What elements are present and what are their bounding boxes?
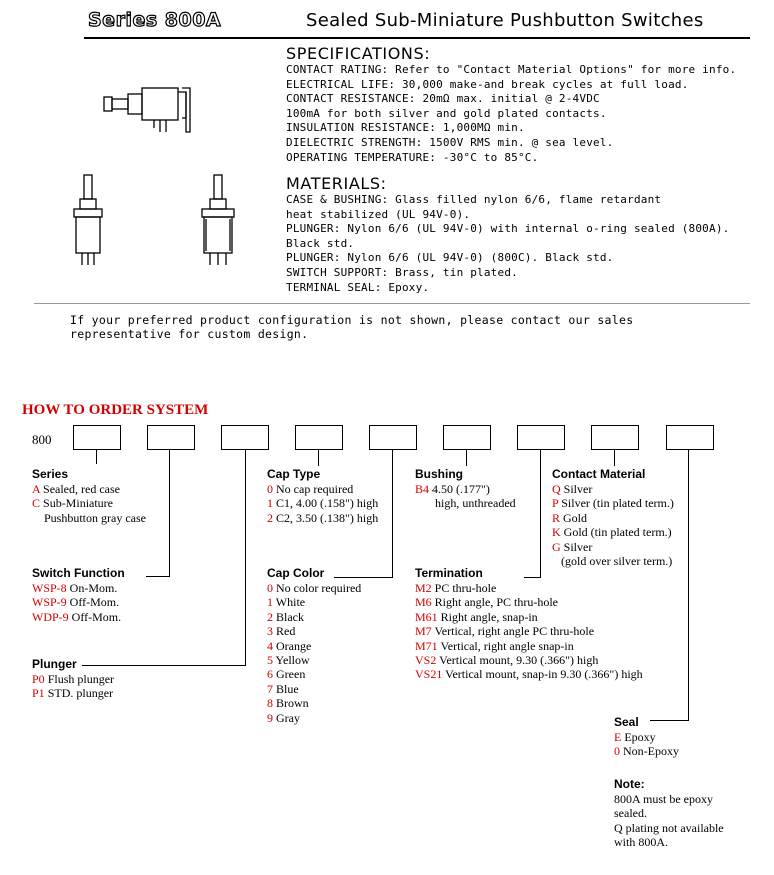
list-item: 7 Blue: [267, 681, 299, 696]
series-group: [32, 467, 146, 525]
connector-contact-material: [614, 450, 615, 466]
connector-seal: [688, 450, 689, 720]
cap-color-group: [267, 566, 361, 725]
list-item: 1 C1, 4.00 (.158") high: [267, 496, 379, 511]
spec-line: ELECTRICAL LIFE: 30,000 make-and break cycles at full load.: [286, 77, 689, 91]
switch-function-group: [32, 566, 125, 624]
list-item: 2 C2, 3.50 (.138") high: [267, 510, 379, 525]
custom-design-notice: If your preferred product configuration is not shown, please contact our sales representative for custom design.: [70, 313, 634, 341]
material-line: PLUNGER: Nylon 6/6 (UL 94V-0) (800C). Black std.: [286, 251, 614, 265]
specifications-heading: SPECIFICATIONS:: [286, 44, 431, 63]
materials-section: [286, 174, 729, 295]
cap-type-heading: Cap Type: [267, 467, 321, 481]
material-line: TERMINAL SEAL: Epoxy.: [286, 280, 430, 294]
bushing-heading: Bushing: [415, 467, 463, 481]
order-box-switch-function: [147, 425, 195, 450]
order-box-cap-type: [295, 425, 343, 450]
note-group: [614, 777, 724, 850]
spec-line: CONTACT RATING: Refer to "Contact Material Options" for more info.: [286, 63, 737, 76]
connector-switch-function-h: [146, 576, 170, 577]
material-line: CASE & BUSHING: Glass filled nylon 6/6, flame retardant: [286, 193, 662, 206]
material-line: PLUNGER: Nylon 6/6 (UL 94V-0) with internal o-ring sealed (800A).: [286, 222, 730, 236]
list-item: 0 Non-Epoxy: [614, 744, 679, 759]
list-item-continuation: high, unthreaded: [435, 496, 516, 511]
connector-termination: [540, 450, 541, 577]
list-item: A Sealed, red case: [32, 482, 120, 496]
list-item: M61 Right angle, snap-in: [415, 609, 538, 624]
page-title: Sealed Sub-Miniature Pushbutton Switches: [306, 10, 704, 31]
list-item: 4 Orange: [267, 638, 312, 653]
list-item: WSP-8 On-Mom.: [32, 581, 118, 595]
plunger-group: [32, 657, 114, 701]
list-item: 0 No cap required: [267, 482, 354, 496]
order-box-cap-color: [369, 425, 417, 450]
front-view-drawing-right: [202, 175, 234, 265]
note-line: Q plating not available: [614, 820, 724, 835]
series-heading: Series: [32, 467, 69, 481]
switch-function-heading: Switch Function: [32, 566, 125, 580]
list-item: 8 Brown: [267, 696, 309, 711]
list-item: VS21 Vertical mount, snap-in 9.30 (.366") high: [415, 667, 643, 682]
order-prefix: 800: [32, 432, 52, 447]
list-item: M2 PC thru-hole: [415, 581, 497, 595]
order-box-contact-material: [591, 425, 639, 450]
header-rule: [84, 37, 750, 39]
switch-drawings: [70, 80, 270, 270]
seal-heading: Seal: [614, 715, 639, 729]
list-item: C Sub-Miniature: [32, 496, 114, 511]
connector-bushing: [466, 450, 467, 466]
order-box-bushing: [443, 425, 491, 450]
note-line: 800A must be epoxy: [614, 792, 713, 806]
spec-line: CONTACT RESISTANCE: 20mΩ max. initial @ 2-4VDC: [286, 92, 600, 106]
note-line: sealed.: [614, 806, 647, 821]
list-item: 1 White: [267, 595, 306, 610]
contact-material-group: [552, 467, 674, 568]
list-item: 6 Green: [267, 667, 306, 682]
cap-color-heading: Cap Color: [267, 566, 325, 580]
contact-material-heading: Contact Material: [552, 467, 646, 481]
series-title: Series 800A: [88, 9, 222, 31]
connector-cap-type: [318, 450, 319, 466]
list-item: 5 Yellow: [267, 653, 310, 668]
list-item: M6 Right angle, PC thru-hole: [415, 595, 558, 610]
order-box-seal: [666, 425, 714, 450]
list-item: M71 Vertical, right angle snap-in: [415, 638, 574, 653]
how-to-order-heading: HOW TO ORDER SYSTEM: [22, 402, 209, 418]
connector-series: [96, 450, 97, 464]
connector-cap-color: [392, 450, 393, 577]
list-item: 3 Red: [267, 624, 296, 639]
list-item-continuation: (gold over silver term.): [561, 554, 673, 569]
front-view-drawing-left: [74, 175, 102, 265]
list-item: P1 STD. plunger: [32, 686, 114, 701]
list-item: E Epoxy: [614, 730, 656, 744]
list-item: M7 Vertical, right angle PC thru-hole: [415, 624, 595, 639]
list-item: WDP-9 Off-Mom.: [32, 609, 122, 624]
order-box-series: [73, 425, 121, 450]
list-item: 0 No color required: [267, 581, 362, 595]
material-line: heat stabilized (UL 94V-0).: [286, 207, 471, 221]
list-item: VS2 Vertical mount, 9.30 (.366") high: [415, 653, 599, 668]
seal-group: [614, 715, 679, 759]
order-box-plunger: [221, 425, 269, 450]
order-box-termination: [517, 425, 565, 450]
spec-line: DIELECTRIC STRENGTH: 1500V RMS min. @ sea level.: [286, 135, 614, 149]
list-item: B4 4.50 (.177"): [415, 482, 490, 496]
list-item: G Silver: [552, 539, 593, 554]
list-item: K Gold (tin plated term.): [552, 525, 672, 540]
list-item: 2 Black: [267, 609, 304, 624]
material-line: Black std.: [286, 236, 355, 250]
list-item-continuation: Pushbutton gray case: [44, 510, 146, 525]
list-item: P0 Flush plunger: [32, 672, 115, 686]
connector-switch-function: [169, 450, 170, 576]
note-heading: Note:: [614, 777, 645, 791]
spec-line: OPERATING TEMPERATURE: -30°C to 85°C.: [286, 150, 539, 164]
termination-group: [415, 566, 643, 682]
list-item: P Silver (tin plated term.): [552, 496, 674, 511]
materials-heading: MATERIALS:: [286, 174, 387, 193]
list-item: Q Silver: [552, 482, 593, 496]
material-line: SWITCH SUPPORT: Brass, tin plated.: [286, 265, 518, 279]
note-line: with 800A.: [614, 835, 668, 850]
list-item: WSP-9 Off-Mom.: [32, 595, 120, 610]
spec-line: 100mA for both silver and gold plated contacts.: [286, 106, 607, 120]
plunger-heading: Plunger: [32, 657, 77, 671]
connector-plunger: [245, 450, 246, 665]
termination-heading: Termination: [415, 566, 483, 580]
side-view-drawing: [104, 88, 190, 132]
list-item: 9 Gray: [267, 710, 300, 725]
specifications-section: [286, 44, 736, 165]
cap-type-group: [267, 467, 378, 525]
bushing-group: [415, 467, 516, 511]
list-item: R Gold: [552, 510, 588, 525]
spec-line: INSULATION RESISTANCE: 1,000MΩ min.: [286, 121, 525, 135]
section-divider: [34, 303, 750, 304]
